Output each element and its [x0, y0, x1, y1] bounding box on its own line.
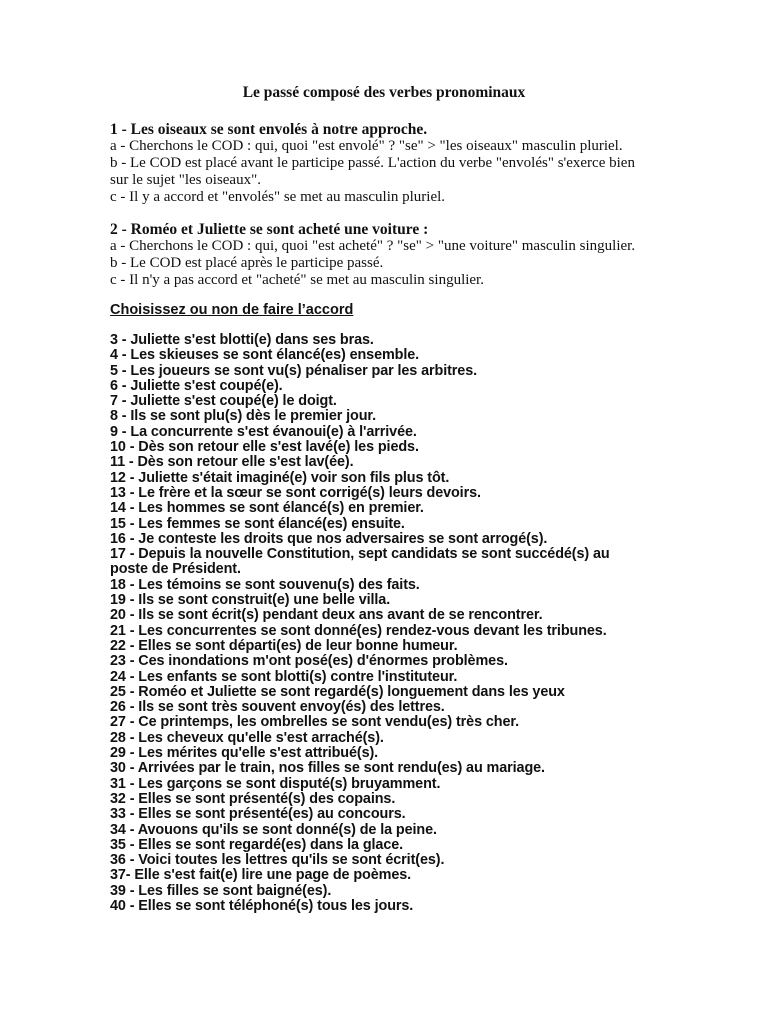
exercise-item: 32 - Elles se sont présenté(s) des copains.: [110, 790, 396, 807]
exercise-item: 14 - Les hommes se sont élancé(s) en premier.: [110, 500, 424, 517]
exercise-item: 11 - Dès son retour elle s'est lav(ée).: [110, 454, 354, 471]
page-title: Le passé composé des verbes pronominaux: [242, 84, 526, 101]
example-heading: 1 - Les oiseaux se sont envolés à notre approche.: [110, 121, 428, 138]
exercise-item: 36 - Voici toutes les lettres qu'ils se sont écrit(es).: [110, 852, 445, 869]
example-heading: 2 - Roméo et Juliette se sont acheté une voiture :: [110, 221, 429, 238]
exercise-item: 17 - Depuis la nouvelle Constitution, sept candidats se sont succédé(s) au poste de Président.: [110, 546, 610, 578]
exercise-item: 24 - Les enfants se sont blotti(s) contre l'instituteur.: [110, 668, 458, 685]
exercise-item: 33 - Elles se sont présenté(es) au concours.: [110, 806, 406, 823]
exercise-item: 4 - Les skieuses se sont élancé(es) ensemble.: [110, 347, 420, 364]
exercise-item: 21 - Les concurrentes se sont donné(es) rendez-vous devant les tribunes.: [110, 622, 607, 639]
exercise-instruction: Choisissez ou non de faire l’accord: [110, 302, 354, 318]
exercise-list: [110, 333, 670, 914]
example-line: a - Cherchons le COD : qui, quoi "est envolé" ? "se" > "les oiseaux" masculin pluriel.: [110, 138, 623, 154]
exercise-item: 10 - Dès son retour elle s'est lavé(e) les pieds.: [110, 439, 419, 456]
exercise-item: 5 - Les joueurs se sont vu(s) pénaliser par les arbitres.: [110, 362, 477, 379]
exercise-item: 23 - Ces inondations m'ont posé(es) d'énormes problèmes.: [110, 653, 508, 670]
exercise-item: 22 - Elles se sont départi(es) de leur bonne humeur.: [110, 637, 458, 654]
exercise-item: 18 - Les témoins se sont souvenu(s) des faits.: [110, 576, 420, 593]
exercise-item: 31 - Les garçons se sont disputé(s) bruyamment.: [110, 775, 441, 792]
exercise-item: 6 - Juliette s'est coupé(e).: [110, 377, 283, 394]
exercise-item: 3 - Juliette s'est blotti(e) dans ses bras.: [110, 332, 374, 348]
exercise-item: 8 - Ils se sont plu(s) dès le premier jour.: [110, 408, 377, 425]
exercise-item: 9 - La concurrente s'est évanoui(e) à l'arrivée.: [110, 423, 417, 440]
exercise-item: 7 - Juliette s'est coupé(e) le doigt.: [110, 393, 337, 410]
exercise-item: 12 - Juliette s'était imaginé(e) voir son fils plus tôt.: [110, 469, 450, 486]
exercise-item: 30 - Arrivées par le train, nos filles se sont rendu(es) au mariage.: [110, 760, 545, 777]
exercise-item: 27 - Ce printemps, les ombrelles se sont vendu(es) très cher.: [110, 714, 519, 731]
exercise-item: 40 - Elles se sont téléphoné(s) tous les jours.: [110, 897, 414, 914]
example-section-2: [110, 221, 670, 289]
exercise-item: 26 - Ils se sont très souvent envoy(és) des lettres.: [110, 699, 445, 716]
example-line: c - Il y a accord et "envolés" se met au masculin pluriel.: [110, 189, 446, 205]
example-line: b - Le COD est placé après le participe passé.: [110, 255, 384, 271]
exercise-item: 16 - Je conteste les droits que nos adversaires se sont arrogé(s).: [110, 530, 548, 547]
example-line: b - Le COD est placé avant le participe passé. L'action du verbe "envolés" s'exerce bien: [110, 155, 635, 171]
exercise-item: 39 - Les filles se sont baigné(es).: [110, 882, 332, 899]
exercise-item: 28 - Les cheveux qu'elle s'est arraché(s).: [110, 729, 384, 746]
exercise-item: 13 - Le frère et la sœur se sont corrigé(s) leurs devoirs.: [110, 484, 481, 501]
exercise-item: 15 - Les femmes se sont élancé(es) ensuite.: [110, 515, 405, 532]
exercise-item: 34 - Avouons qu'ils se sont donné(s) de la peine.: [110, 821, 437, 838]
example-line: c - Il n'y a pas accord et "acheté" se met au masculin singulier.: [110, 272, 484, 288]
example-line: sur le sujet "les oiseaux".: [110, 172, 261, 188]
exercise-item: 29 - Les mérites qu'elle s'est attribué(s).: [110, 745, 379, 762]
exercise-item: 35 - Elles se sont regardé(es) dans la glace.: [110, 836, 404, 853]
exercise-item: 19 - Ils se sont construit(e) une belle villa.: [110, 592, 391, 609]
example-line: a - Cherchons le COD : qui, quoi "est acheté" ? "se" > "une voiture" masculin singulier.: [110, 238, 636, 254]
example-section-1: [110, 121, 670, 206]
exercise-item: 25 - Roméo et Juliette se sont regardé(s) longuement dans les yeux: [110, 683, 565, 700]
exercise-item: 37- Elle s'est fait(e) lire une page de poèmes.: [110, 867, 412, 884]
exercise-item: 20 - Ils se sont écrit(s) pendant deux ans avant de se rencontrer.: [110, 607, 543, 624]
